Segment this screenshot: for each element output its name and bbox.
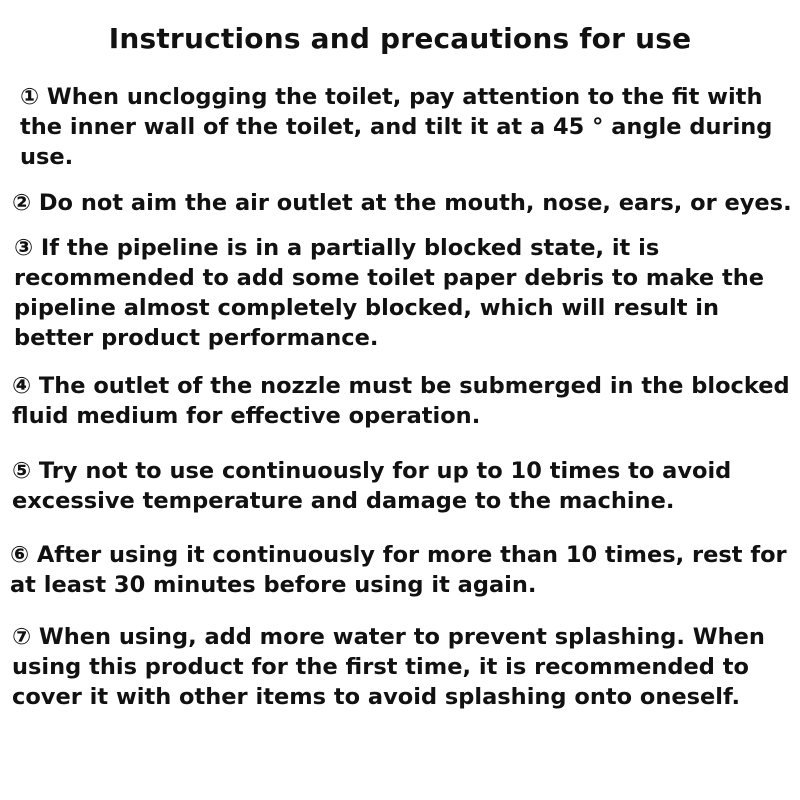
instruction-line: ④ The outlet of the nozzle must be submerged in the blocked xyxy=(12,373,790,399)
instruction-line: fluid medium for effective operation. xyxy=(12,403,481,429)
instruction-line: ③ If the pipeline is in a partially blocked state, it is xyxy=(14,235,660,261)
instruction-item-6 xyxy=(10,540,787,600)
instruction-item-1 xyxy=(20,82,772,172)
instruction-item-4 xyxy=(12,371,790,431)
instruction-item-3 xyxy=(14,233,764,353)
instruction-line: use. xyxy=(20,144,74,170)
instruction-line: using this product for the first time, it is recommended to xyxy=(12,654,749,680)
instruction-line: better product performance. xyxy=(14,325,379,351)
instruction-item-7 xyxy=(12,622,765,712)
instruction-item-2 xyxy=(12,188,792,218)
page-title: Instructions and precautions for use xyxy=(108,22,692,55)
instruction-line: the inner wall of the toilet, and tilt it at a 45 ° angle during xyxy=(20,114,773,140)
instruction-line: ① When unclogging the toilet, pay attention to the fit with xyxy=(20,84,763,110)
instruction-line: ⑤ Try not to use continuously for up to 10 times to avoid xyxy=(12,458,732,484)
instruction-line: pipeline almost completely blocked, which will result in xyxy=(14,295,720,321)
instruction-line: ⑥ After using it continuously for more than 10 times, rest for xyxy=(10,542,787,568)
instruction-line: ⑦ When using, add more water to prevent splashing. When xyxy=(12,624,765,650)
instruction-line: at least 30 minutes before using it again. xyxy=(10,572,537,598)
instruction-item-5 xyxy=(12,456,731,516)
instruction-line: excessive temperature and damage to the machine. xyxy=(12,488,675,514)
instruction-line: recommended to add some toilet paper debris to make the xyxy=(14,265,765,291)
instruction-line: cover it with other items to avoid splashing onto oneself. xyxy=(12,684,741,710)
instruction-line: ② Do not aim the air outlet at the mouth, nose, ears, or eyes. xyxy=(12,190,792,216)
